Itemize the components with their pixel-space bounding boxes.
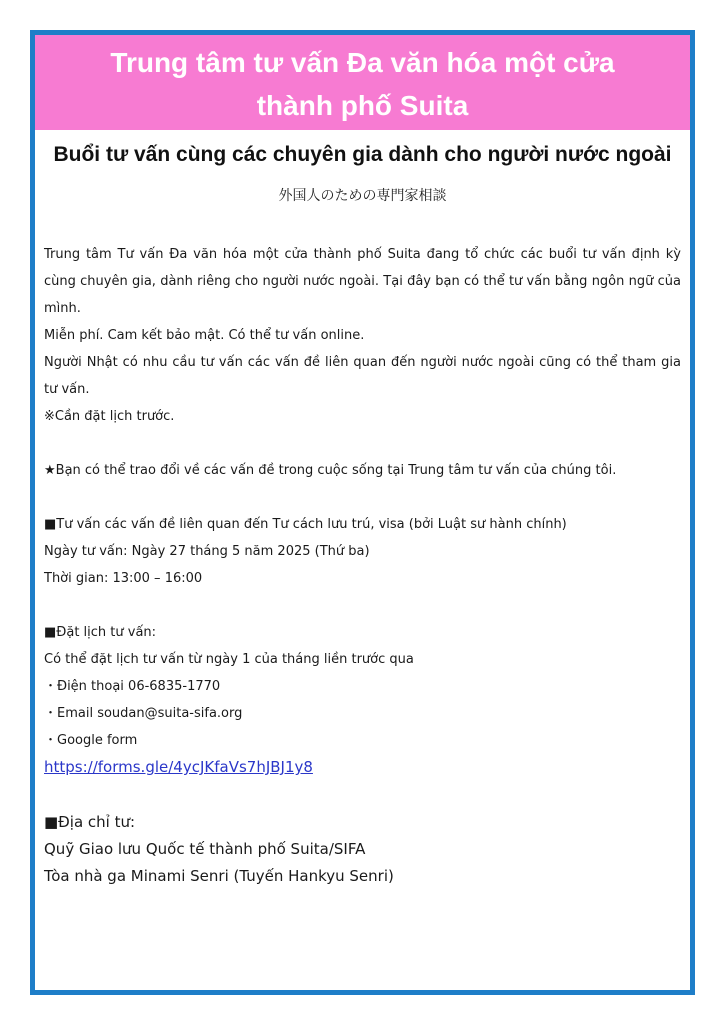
spacer [44,592,681,619]
address-line2: Tòa nhà ga Minami Senri (Tuyến Hankyu Senri) [44,867,394,885]
google-form-link[interactable]: https://forms.gle/4ycJKfaVs7hJBJ1y8 [44,758,313,776]
visa-time: Thời gian: 13:00 – 16:00 [44,571,203,586]
booking-phone: ・Điện thoại 06-6835-1770 [44,679,221,694]
booking-intro: Có thể đặt lịch tư vấn từ ngày 1 của tháng liền trước qua [44,652,414,667]
visa-date: Ngày tư vấn: Ngày 27 tháng 5 năm 2025 (Thứ ba) [44,544,370,559]
visa-heading: ■Tư vấn các vấn đề liên quan đến Tư cách lưu trú, visa (bởi Luật sư hành chính) [44,517,567,532]
address-line1: Quỹ Giao lưu Quốc tế thành phố Suita/SIFA [44,840,366,858]
spacer [44,430,681,457]
intro-japanese: Người Nhật có nhu cầu tư vấn các vấn đề liên quan đến người nước ngoài cũng có thể tham gia tư vấn. [44,355,681,397]
booking-email: ・Email soudan@suita-sifa.org [44,706,243,721]
intro-paragraph: Trung tâm Tư vấn Đa văn hóa một cửa thành phố Suita đang tổ chức các buổi tư vấn định kỳ cùng chuyên gia, dành riêng cho người nước ngoài. Tại đây bạn có thể tư vấn bằng ngôn ngữ của mình. [44,247,681,316]
flyer-frame [30,30,695,995]
booking-heading: ■Đặt lịch tư vấn: [44,625,157,640]
intro-free: Miễn phí. Cam kết bảo mật. Có thể tư vấn online. [44,328,365,343]
intro-note: ※Cần đặt lịch trước. [44,409,175,424]
header-title-line1: Trung tâm tư vấn Đa văn hóa một cửa [110,47,615,78]
spacer [44,484,681,511]
subtitle-japanese: 外国人のための専門家相談 [278,188,447,204]
subtitle: Buổi tư vấn cùng các chuyên gia dành cho người nước ngoài [53,143,672,166]
header-title-line2: thành phố Suita [256,90,469,121]
life-consult: ★Bạn có thể trao đổi về các vấn đề trong cuộc sống tại Trung tâm tư vấn của chúng tôi. [44,463,617,478]
body-content [44,241,681,890]
address-heading: ■Địa chỉ tư: [44,813,136,831]
spacer [44,782,681,809]
booking-form: ・Google form [44,733,138,748]
header-banner [35,35,690,130]
